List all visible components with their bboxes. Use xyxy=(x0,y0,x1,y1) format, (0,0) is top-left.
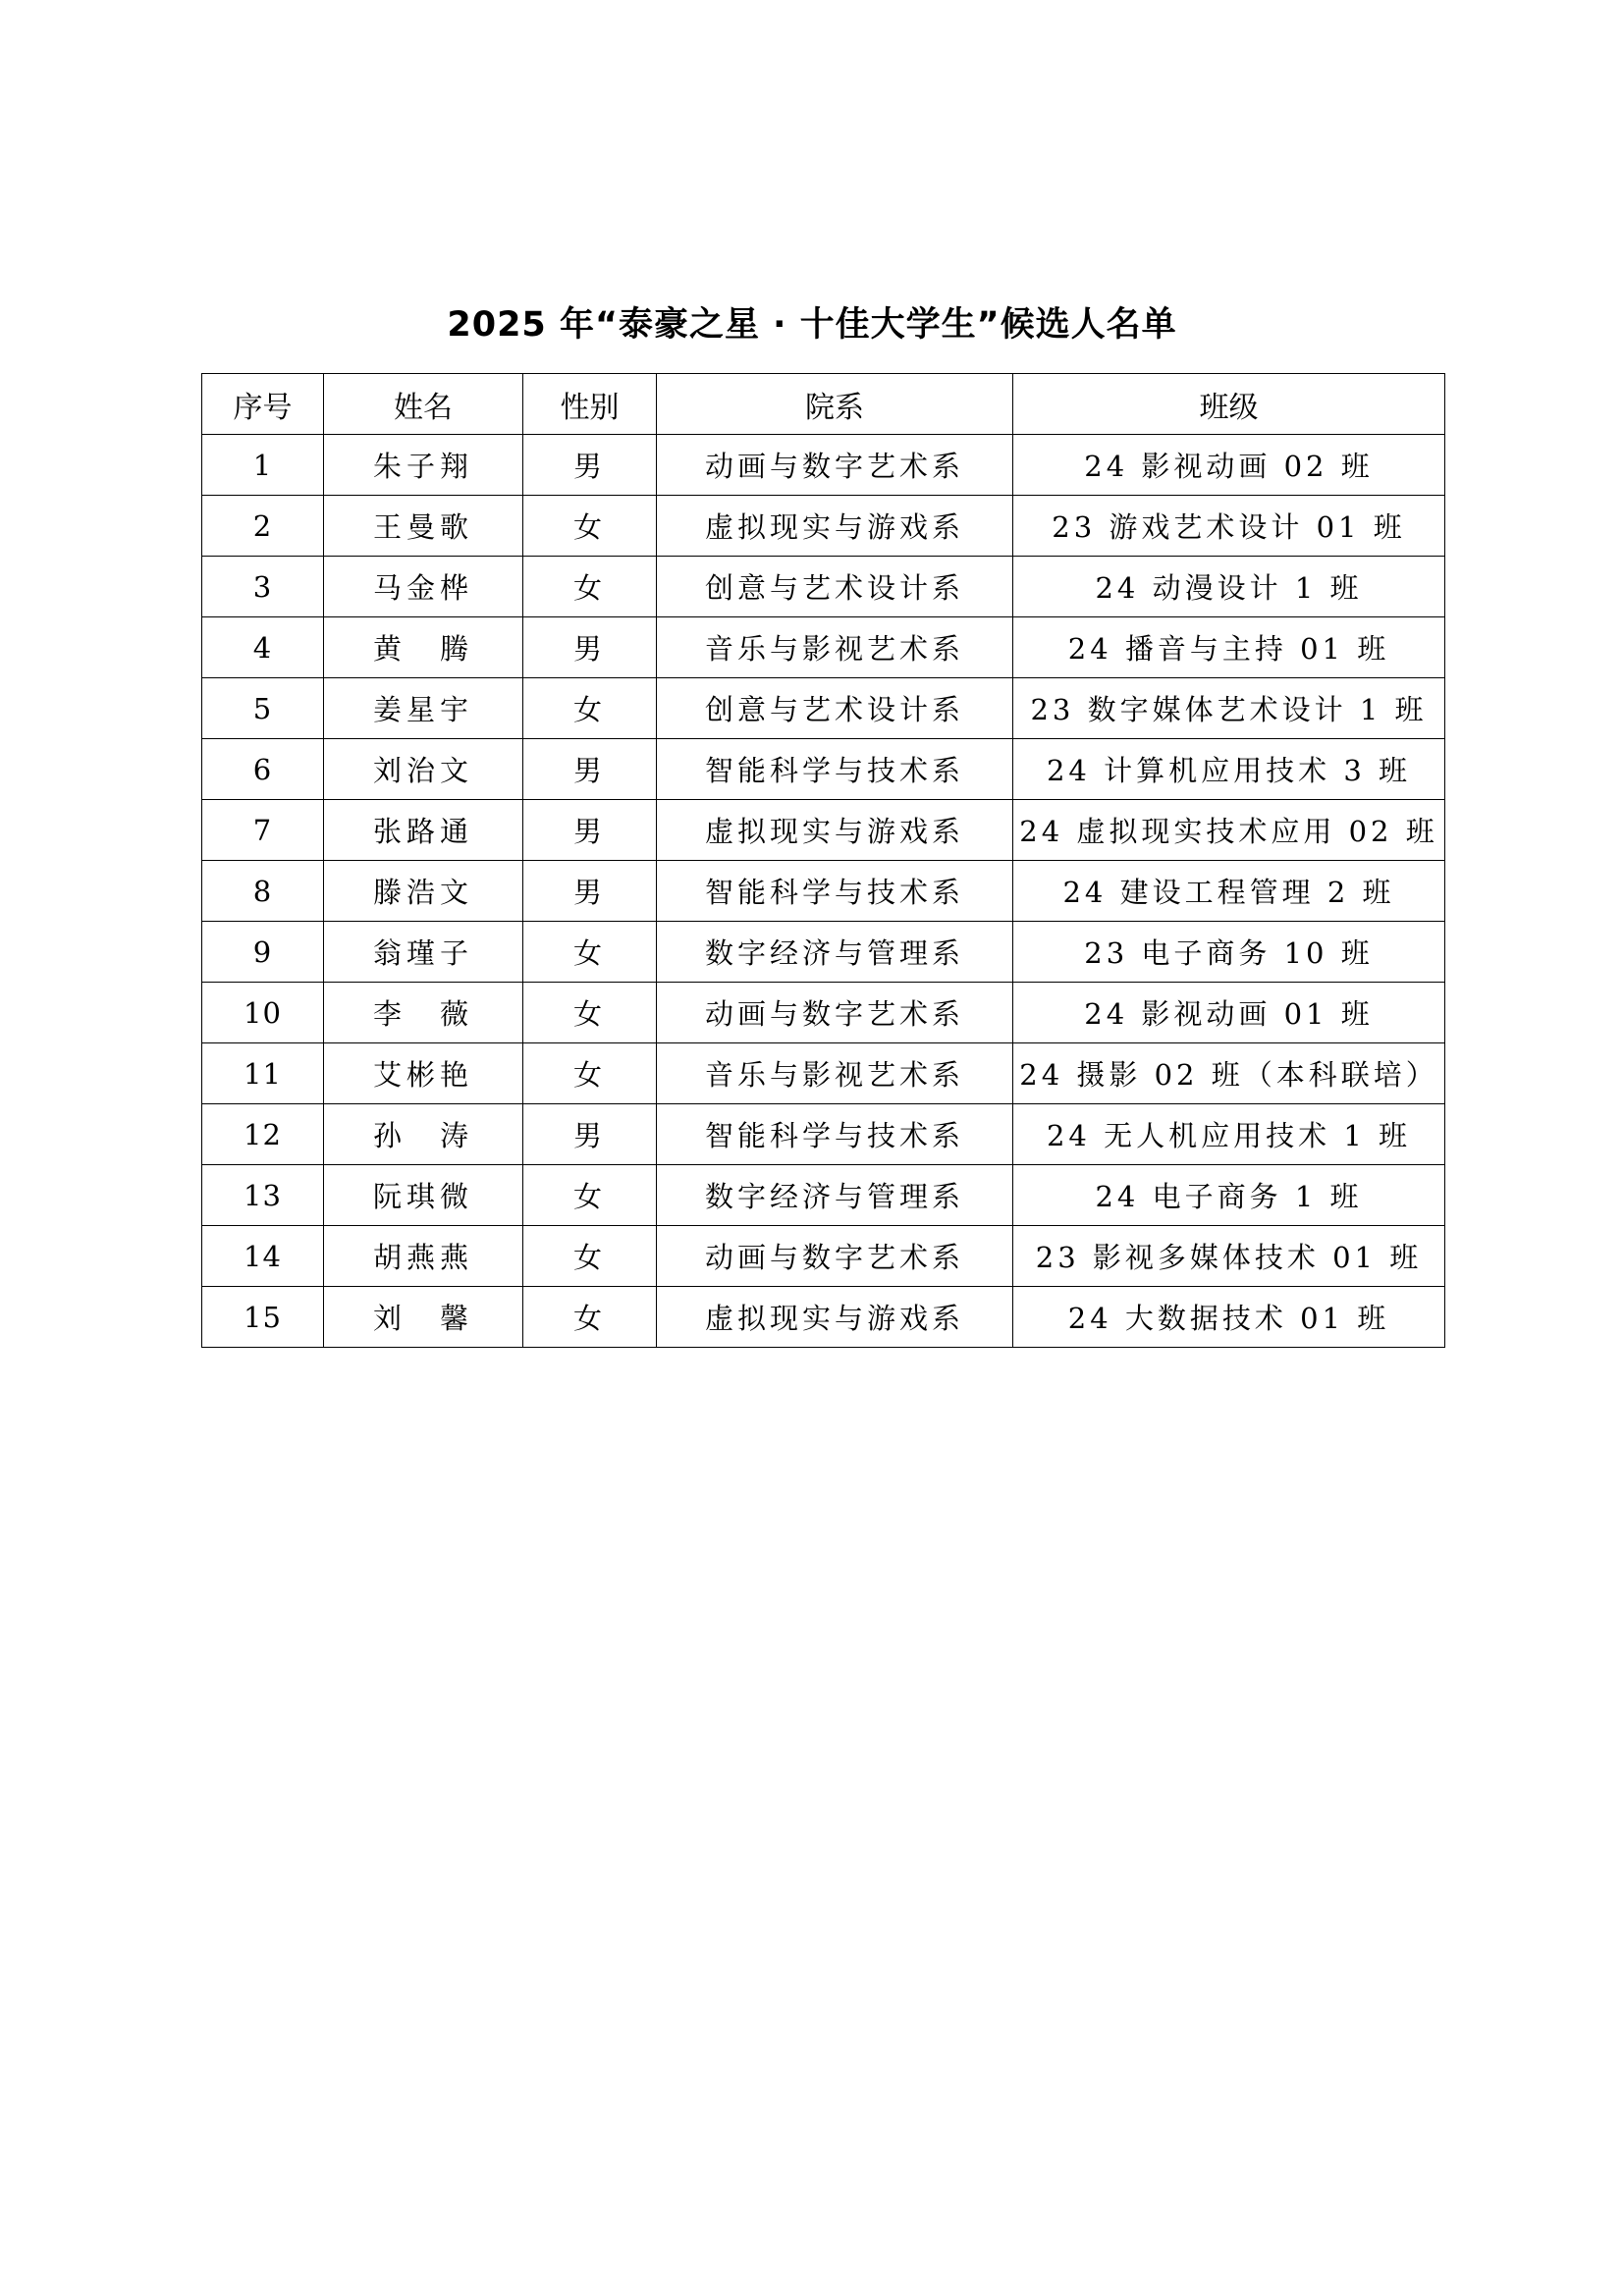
table-row xyxy=(202,800,1445,861)
table-header-row xyxy=(202,374,1445,435)
table-row xyxy=(202,922,1445,983)
cell-department: 虚拟现实与游戏系 xyxy=(657,800,1013,861)
cell-name: 王曼歌 xyxy=(324,496,523,557)
table-row xyxy=(202,739,1445,800)
document-title: 2025 年“泰豪之星 · 十佳大学生”候选人名单 xyxy=(447,305,1177,345)
cell-serial-number: 7 xyxy=(202,800,324,861)
cell-serial-number: 9 xyxy=(202,922,324,983)
table-row xyxy=(202,1165,1445,1226)
cell-department: 智能科学与技术系 xyxy=(657,739,1013,800)
cell-department: 创意与艺术设计系 xyxy=(657,678,1013,739)
cell-department: 音乐与影视艺术系 xyxy=(657,1043,1013,1104)
cell-gender: 男 xyxy=(523,1104,657,1165)
cell-department: 动画与数字艺术系 xyxy=(657,435,1013,496)
table-row xyxy=(202,1287,1445,1348)
table-row xyxy=(202,496,1445,557)
cell-gender: 女 xyxy=(523,1287,657,1348)
table-row xyxy=(202,435,1445,496)
cell-gender: 男 xyxy=(523,861,657,922)
cell-class: 24 建设工程管理 2 班 xyxy=(1013,861,1445,922)
candidate-table xyxy=(201,373,1445,1348)
cell-gender: 女 xyxy=(523,1165,657,1226)
cell-name: 张路通 xyxy=(324,800,523,861)
cell-gender: 男 xyxy=(523,617,657,678)
cell-serial-number: 12 xyxy=(202,1104,324,1165)
cell-gender: 男 xyxy=(523,800,657,861)
cell-name: 刘 馨 xyxy=(324,1287,523,1348)
cell-serial-number: 15 xyxy=(202,1287,324,1348)
cell-name: 李 薇 xyxy=(324,983,523,1043)
table-row xyxy=(202,557,1445,617)
cell-department: 智能科学与技术系 xyxy=(657,1104,1013,1165)
cell-gender: 女 xyxy=(523,678,657,739)
cell-gender: 男 xyxy=(523,435,657,496)
cell-serial-number: 14 xyxy=(202,1226,324,1287)
table-row xyxy=(202,1043,1445,1104)
cell-department: 动画与数字艺术系 xyxy=(657,983,1013,1043)
cell-serial-number: 5 xyxy=(202,678,324,739)
table-row xyxy=(202,678,1445,739)
cell-class: 24 影视动画 01 班 xyxy=(1013,983,1445,1043)
cell-department: 虚拟现实与游戏系 xyxy=(657,1287,1013,1348)
table-row xyxy=(202,1226,1445,1287)
table-row xyxy=(202,1104,1445,1165)
cell-class: 23 游戏艺术设计 01 班 xyxy=(1013,496,1445,557)
cell-class: 24 播音与主持 01 班 xyxy=(1013,617,1445,678)
header-serial-number: 序号 xyxy=(202,374,324,435)
cell-gender: 女 xyxy=(523,922,657,983)
cell-department: 音乐与影视艺术系 xyxy=(657,617,1013,678)
cell-gender: 女 xyxy=(523,983,657,1043)
cell-name: 阮琪微 xyxy=(324,1165,523,1226)
cell-name: 孙 涛 xyxy=(324,1104,523,1165)
cell-class: 24 无人机应用技术 1 班 xyxy=(1013,1104,1445,1165)
cell-serial-number: 6 xyxy=(202,739,324,800)
table-row xyxy=(202,983,1445,1043)
cell-class: 24 电子商务 1 班 xyxy=(1013,1165,1445,1226)
cell-serial-number: 2 xyxy=(202,496,324,557)
cell-gender: 女 xyxy=(523,1226,657,1287)
table-row xyxy=(202,861,1445,922)
cell-class: 23 电子商务 10 班 xyxy=(1013,922,1445,983)
cell-department: 创意与艺术设计系 xyxy=(657,557,1013,617)
cell-department: 数字经济与管理系 xyxy=(657,1165,1013,1226)
cell-name: 朱子翔 xyxy=(324,435,523,496)
cell-class: 23 数字媒体艺术设计 1 班 xyxy=(1013,678,1445,739)
cell-serial-number: 13 xyxy=(202,1165,324,1226)
header-name: 姓名 xyxy=(324,374,523,435)
cell-department: 智能科学与技术系 xyxy=(657,861,1013,922)
cell-serial-number: 1 xyxy=(202,435,324,496)
cell-name: 马金桦 xyxy=(324,557,523,617)
cell-serial-number: 8 xyxy=(202,861,324,922)
cell-name: 刘治文 xyxy=(324,739,523,800)
cell-serial-number: 4 xyxy=(202,617,324,678)
cell-class: 24 大数据技术 01 班 xyxy=(1013,1287,1445,1348)
cell-name: 滕浩文 xyxy=(324,861,523,922)
cell-department: 动画与数字艺术系 xyxy=(657,1226,1013,1287)
header-class: 班级 xyxy=(1013,374,1445,435)
cell-serial-number: 3 xyxy=(202,557,324,617)
cell-name: 黄 腾 xyxy=(324,617,523,678)
cell-class: 24 摄影 02 班（本科联培） xyxy=(1013,1043,1445,1104)
cell-gender: 男 xyxy=(523,739,657,800)
cell-class: 24 影视动画 02 班 xyxy=(1013,435,1445,496)
cell-name: 姜星宇 xyxy=(324,678,523,739)
header-department: 院系 xyxy=(657,374,1013,435)
cell-name: 翁瑾子 xyxy=(324,922,523,983)
header-gender: 性别 xyxy=(523,374,657,435)
cell-serial-number: 10 xyxy=(202,983,324,1043)
cell-class: 24 计算机应用技术 3 班 xyxy=(1013,739,1445,800)
cell-serial-number: 11 xyxy=(202,1043,324,1104)
cell-class: 23 影视多媒体技术 01 班 xyxy=(1013,1226,1445,1287)
cell-class: 24 动漫设计 1 班 xyxy=(1013,557,1445,617)
cell-gender: 女 xyxy=(523,1043,657,1104)
table-row xyxy=(202,617,1445,678)
cell-gender: 女 xyxy=(523,496,657,557)
cell-name: 胡燕燕 xyxy=(324,1226,523,1287)
cell-name: 艾彬艳 xyxy=(324,1043,523,1104)
cell-department: 数字经济与管理系 xyxy=(657,922,1013,983)
cell-class: 24 虚拟现实技术应用 02 班 xyxy=(1013,800,1445,861)
cell-gender: 女 xyxy=(523,557,657,617)
cell-department: 虚拟现实与游戏系 xyxy=(657,496,1013,557)
